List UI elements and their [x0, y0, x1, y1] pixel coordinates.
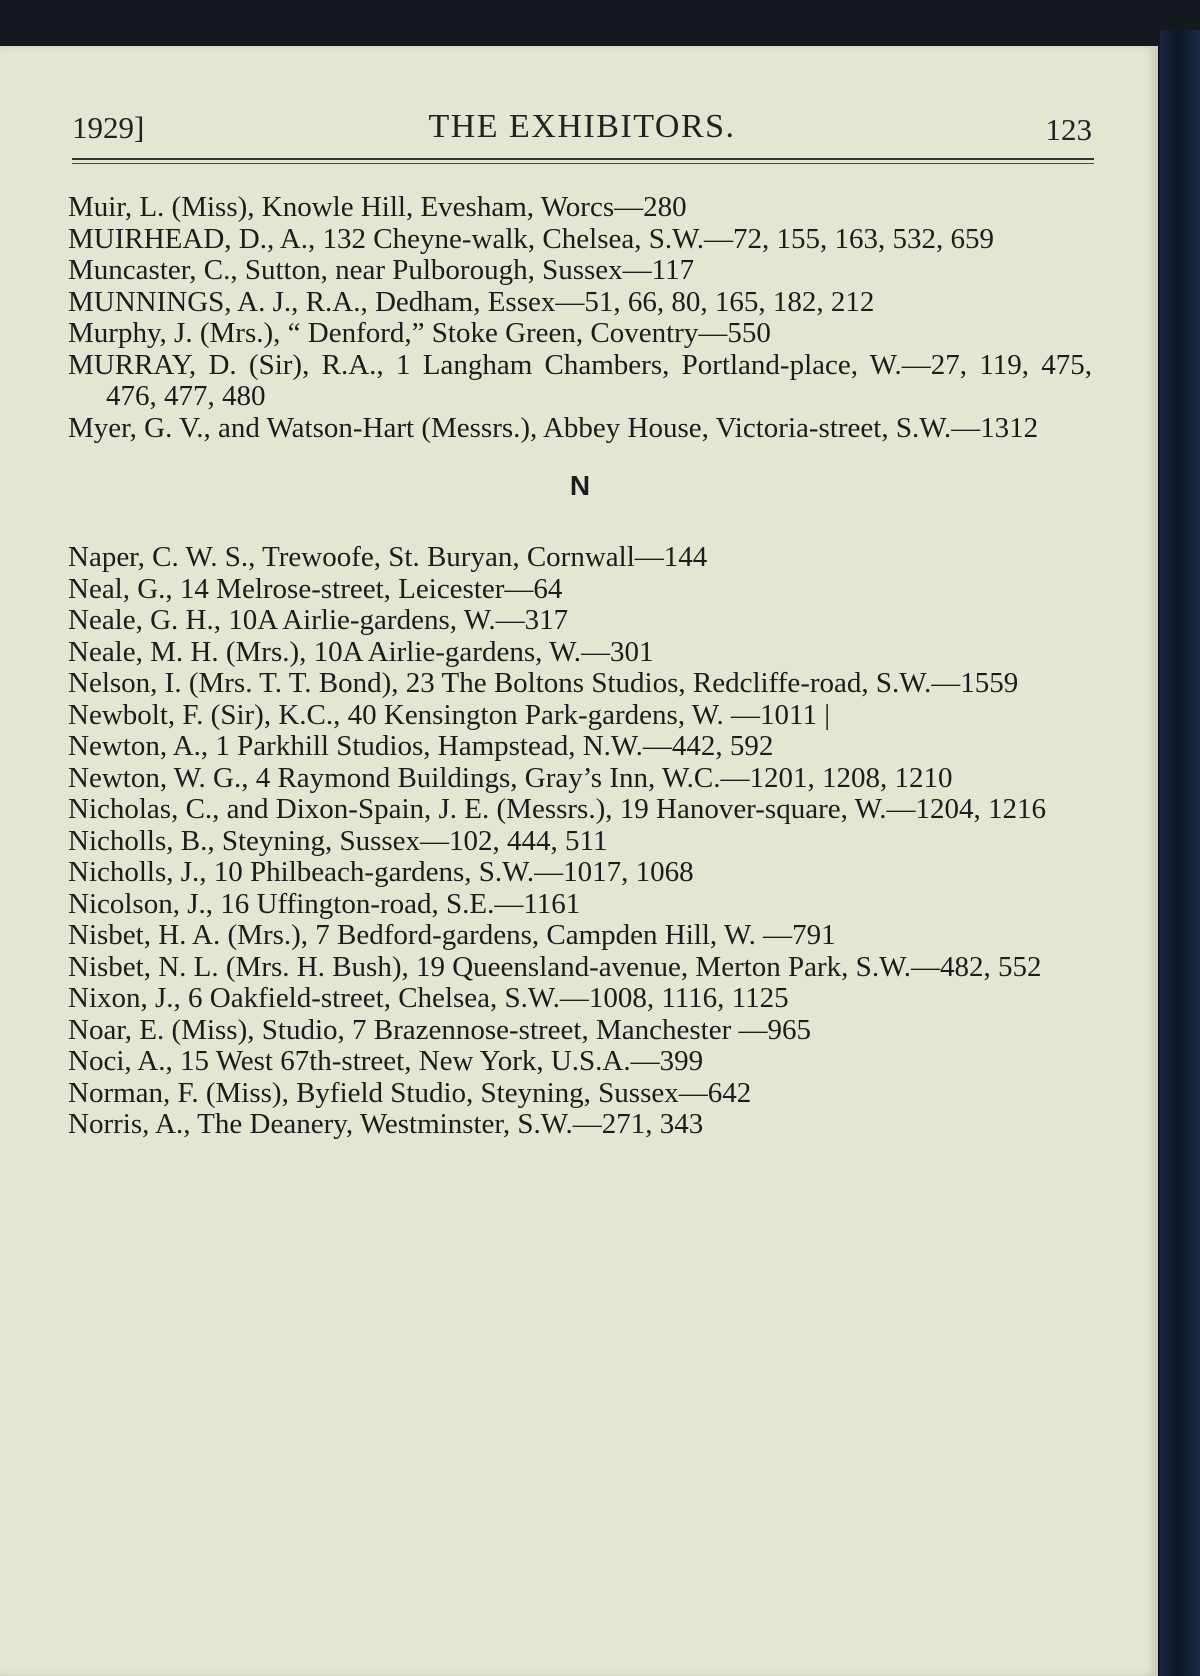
exhibitor-list — [68, 192, 1092, 1141]
list-item: Neal, G., 14 Melrose-street, Leicester—64 — [68, 572, 563, 605]
list-item: Nicholas, C., and Dixon-Spain, J. E. (Messrs.), 19 Hanover-square, W.—1204, 1216 — [68, 793, 1047, 825]
list-item: Nelson, I. (Mrs. T. T. Bond), 23 The Boltons Studios, Redcliffe-road, S.W.—1559 — [68, 667, 1019, 699]
list-item: Norman, F. (Miss), Byfield Studio, Steyning, Sussex—642 — [68, 1076, 752, 1109]
list-item: Nicolson, J., 16 Uffington-road, S.E.—1161 — [68, 887, 581, 920]
list-item: Neale, G. H., 10A Airlie-gardens, W.—317 — [68, 604, 569, 636]
header-rule-thin — [72, 163, 1094, 164]
list-item: Newton, W. G., 4 Raymond Buildings, Gray’s Inn, W.C.—1201, 1208, 1210 — [68, 761, 953, 794]
list-item: Muir, L. (Miss), Knowle Hill, Evesham, Worcs—280 — [68, 191, 687, 223]
list-item: Neale, M. H. (Mrs.), 10A Airlie-gardens, W.—301 — [68, 635, 654, 668]
list-item: Newton, A., 1 Parkhill Studios, Hampstead, N.W.—442, 592 — [68, 730, 774, 762]
list-item: Murphy, J. (Mrs.), “ Denford,” Stoke Green, Coventry—550 — [68, 317, 771, 349]
list-item: MURRAY, D. (Sir), R.A., 1 Langham Chambers, Portland-place, W.—27, 119, 475, 476, 477, 480 — [68, 348, 1092, 412]
section-letter: N — [569, 470, 591, 501]
page-title: THE EXHIBITORS. — [428, 108, 736, 145]
list-item: Nixon, J., 6 Oakfield-street, Chelsea, S.W.—1008, 1116, 1125 — [68, 982, 789, 1014]
list-item: Myer, G. V., and Watson-Hart (Messrs.), Abbey House, Victoria-street, S.W.—1312 — [68, 411, 1039, 444]
list-item: Nicholls, B., Steyning, Sussex—102, 444, 511 — [68, 824, 608, 857]
list-item: Noci, A., 15 West 67th-street, New York, U.S.A.—399 — [68, 1045, 704, 1077]
list-item: MUIRHEAD, D., A., 132 Cheyne-walk, Chelsea, S.W.—72, 155, 163, 532, 659 — [68, 222, 995, 255]
book-cover-edge — [1160, 30, 1200, 1676]
list-item: Nicholls, J., 10 Philbeach-gardens, S.W.—1017, 1068 — [68, 856, 694, 888]
list-item: Muncaster, C., Sutton, near Pulborough, Sussex—117 — [68, 254, 695, 286]
list-item: Newbolt, F. (Sir), K.C., 40 Kensington Park-gardens, W. —1011 | — [68, 698, 831, 731]
list-item: Nisbet, N. L. (Mrs. H. Bush), 19 Queensland-avenue, Merton Park, S.W.—482, 552 — [68, 950, 1042, 983]
list-item: Naper, C. W. S., Trewoofe, St. Buryan, Cornwall—144 — [68, 541, 708, 573]
list-item: Norris, A., The Deanery, Westminster, S.W.—271, 343 — [68, 1108, 704, 1140]
page-number: 123 — [1045, 112, 1092, 147]
header-year: 1929] — [72, 110, 145, 145]
book-page — [0, 46, 1158, 1676]
list-item: Noar, E. (Miss), Studio, 7 Brazennose-street, Manchester —965 — [68, 1013, 811, 1046]
list-item: Nisbet, H. A. (Mrs.), 7 Bedford-gardens, Campden Hill, W. —791 — [68, 919, 836, 951]
list-item: MUNNINGS, A. J., R.A., Dedham, Essex—51, 66, 80, 165, 182, 212 — [68, 285, 875, 318]
running-head — [72, 102, 1092, 152]
header-rule — [72, 158, 1094, 160]
